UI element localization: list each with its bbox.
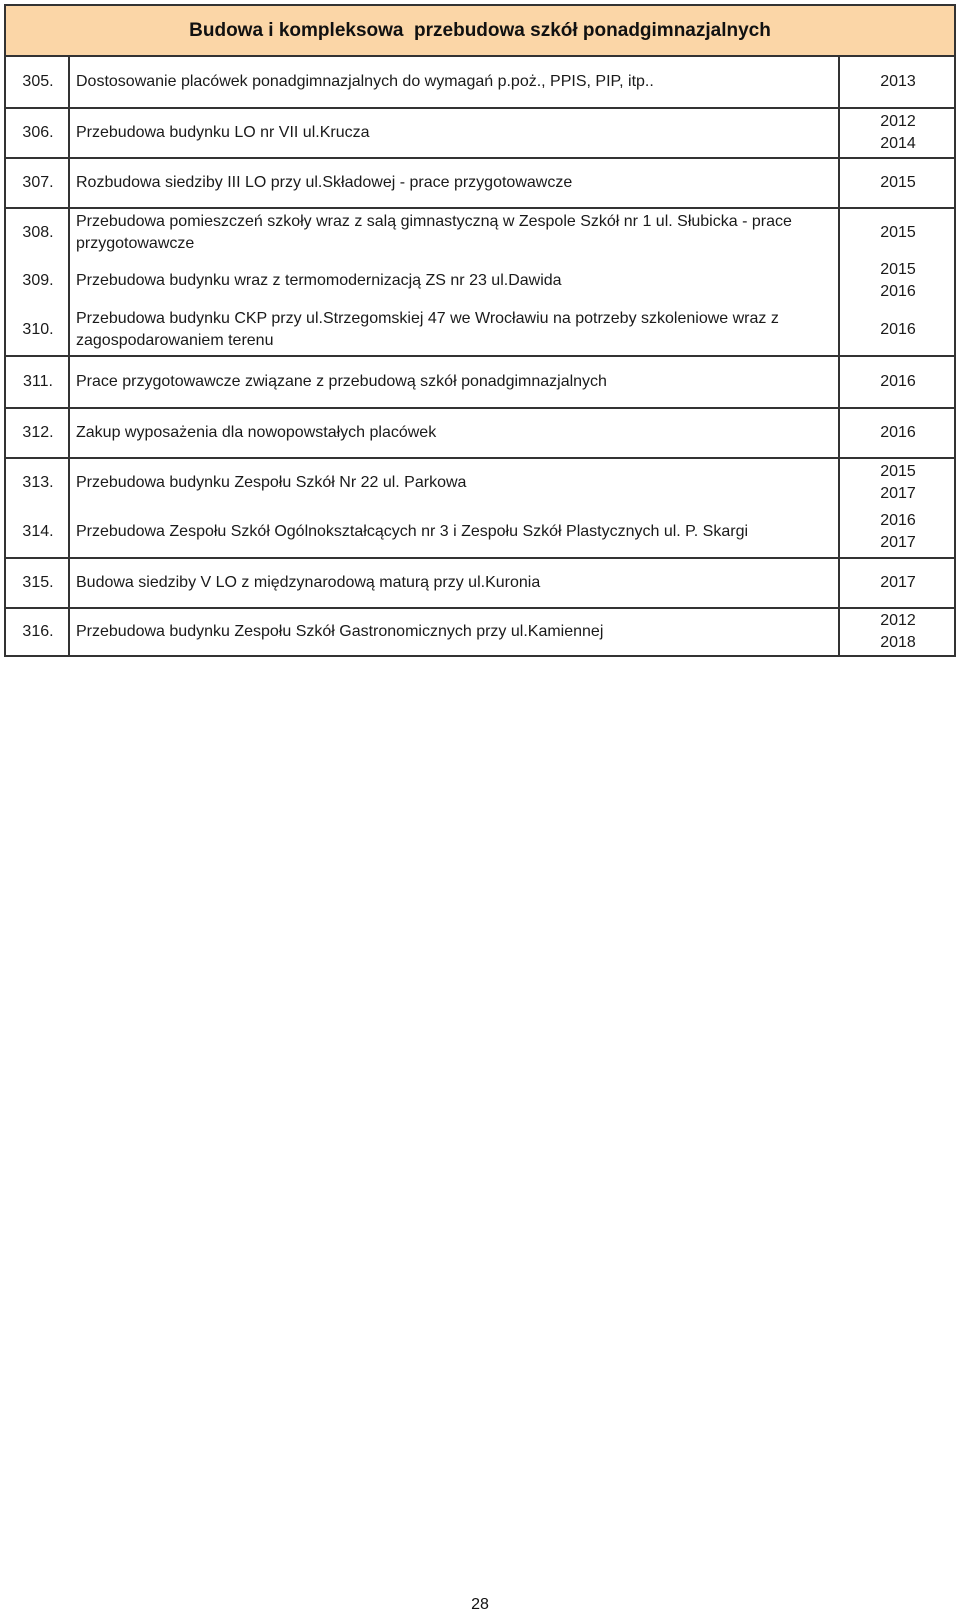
column-divider (838, 109, 840, 157)
row-description: Prace przygotowawcze związane z przebudową szkół ponadgimnazjalnych (76, 373, 607, 390)
column-divider (838, 409, 840, 457)
column-divider (838, 357, 840, 407)
row-year: 2016 2017 (880, 512, 916, 551)
row-year: 2012 2018 (880, 612, 916, 651)
table-row (4, 107, 956, 157)
section-header (4, 4, 956, 57)
row-year: 2016 (880, 373, 916, 390)
row-year: 2015 (880, 224, 916, 241)
row-number: 316. (22, 623, 54, 640)
row-number: 308. (22, 224, 54, 241)
row-number: 309. (22, 272, 54, 289)
row-number: 311. (23, 373, 53, 390)
row-year: 2013 (880, 73, 916, 90)
row-year: 2015 2017 (880, 463, 916, 502)
row-year: 2015 (880, 174, 916, 191)
section-title: Budowa i kompleksowa przebudowa szkół ponadgimnazjalnych (189, 19, 771, 41)
row-number: 310. (22, 321, 54, 338)
table-row (4, 57, 956, 107)
column-divider (838, 305, 840, 355)
column-divider (838, 57, 840, 107)
table-row (4, 607, 956, 657)
row-description: Przebudowa budynku CKP przy ul.Strzegomskiej 47 we Wrocławiu na potrzeby szkoleniowe wraz z zagospodarowaniem terenu (76, 310, 779, 349)
table-row (4, 157, 956, 207)
table-row (4, 457, 956, 507)
row-year: 2016 (880, 424, 916, 441)
row-description: Przebudowa budynku LO nr VII ul.Krucza (76, 124, 370, 141)
page-number: 28 (471, 1596, 489, 1613)
table-row (4, 207, 956, 257)
row-number: 307. (22, 174, 54, 191)
column-divider (838, 507, 840, 557)
table-row (4, 557, 956, 607)
column-divider (838, 159, 840, 207)
row-number: 305. (22, 73, 54, 90)
row-number: 314. (22, 523, 54, 540)
row-description: Przebudowa budynku Zespołu Szkół Nr 22 ul. Parkowa (76, 474, 467, 491)
row-year: 2016 (880, 321, 916, 338)
table-row (4, 305, 956, 357)
table-row (4, 407, 956, 457)
row-number: 306. (22, 124, 54, 141)
row-number: 313. (22, 474, 54, 491)
row-description: Przebudowa budynku wraz z termomodernizacją ZS nr 23 ul.Dawida (76, 272, 562, 289)
row-description: Zakup wyposażenia dla nowopowstałych placówek (76, 424, 437, 441)
table-row (4, 357, 956, 407)
row-description: Przebudowa Zespołu Szkół Ogólnokształcących nr 3 i Zespołu Szkół Plastycznych ul. P. Skargi (76, 523, 749, 540)
row-number: 315. (22, 574, 54, 591)
table-row (4, 257, 956, 305)
row-description: Dostosowanie placówek ponadgimnazjalnych do wymagań p.poż., PPIS, PIP, itp.. (76, 73, 654, 90)
row-description: Budowa siedziby V LO z międzynarodową maturą przy ul.Kuronia (76, 574, 541, 591)
row-number: 312. (22, 424, 54, 441)
column-divider (838, 559, 840, 607)
column-divider (838, 257, 840, 305)
row-year: 2015 2016 (880, 261, 916, 300)
row-description: Przebudowa pomieszczeń szkoły wraz z salą gimnastyczną w Zespole Szkół nr 1 ul. Słubicka - prace przygotowawcze (76, 213, 792, 252)
row-year: 2017 (880, 574, 916, 591)
column-divider (838, 459, 840, 507)
row-description: Rozbudowa siedziby III LO przy ul.Składowej - prace przygotowawcze (76, 174, 573, 191)
column-divider (838, 609, 840, 655)
row-year: 2012 2014 (880, 113, 916, 152)
column-divider (838, 209, 840, 257)
row-description: Przebudowa budynku Zespołu Szkół Gastronomicznych przy ul.Kamiennej (76, 623, 604, 640)
table-row (4, 507, 956, 557)
